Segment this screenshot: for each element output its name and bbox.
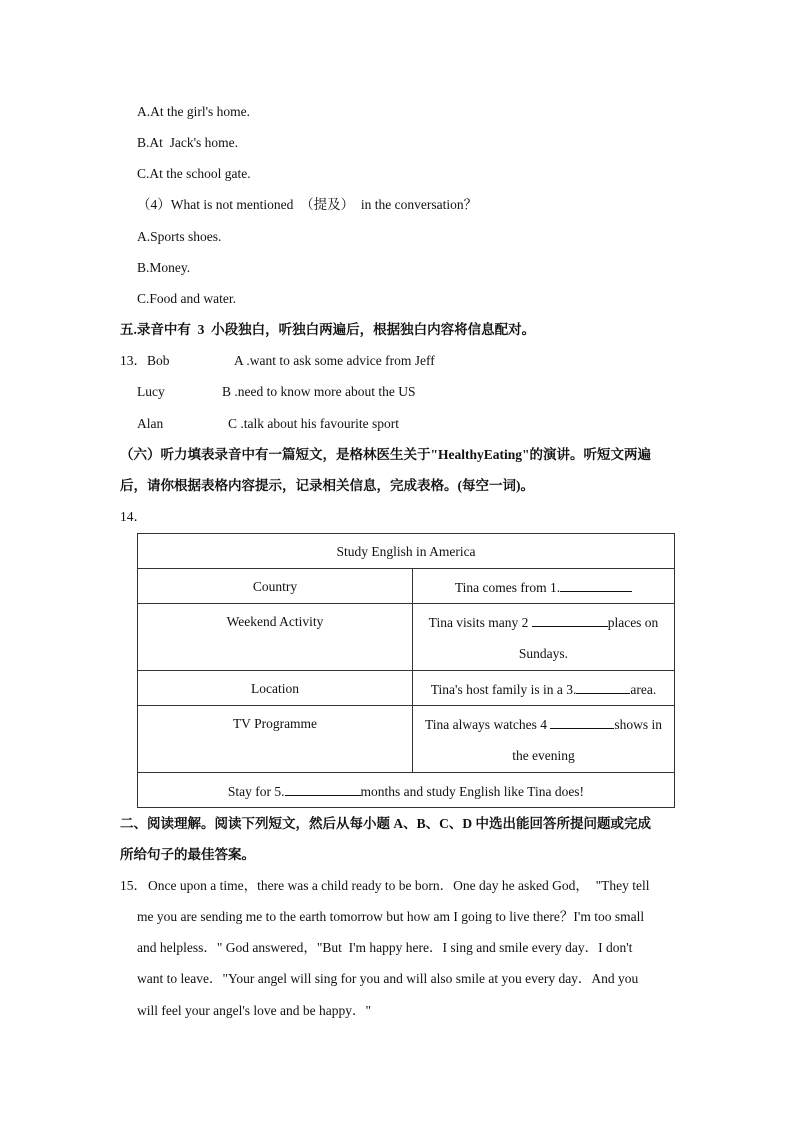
q13-number: 13． [120,353,147,368]
q15-line-2: me you are sending me to the earth tomorrow but how am I going to live there？I'm too small [137,909,645,924]
q15-number: 15． [120,878,147,893]
q12-4-option-a: A.Sports shoes. [137,229,222,244]
match-name-alan: Alan [137,416,164,431]
q12-3-option-c: C.At the school gate. [137,166,251,181]
table-footer-before: Stay for 5. [227,784,285,799]
q12-4-option-c: C.Food and water. [137,291,236,306]
table-value-location-after: area. [630,682,657,697]
table-value-tv-line2: the evening [512,748,575,763]
match-name-bob: Bob [147,353,170,368]
q12-4-stem: （4）What is not mentioned （提及） in the conversation？ [137,197,478,212]
section6-line2: 后，请你根据表格内容提示，记录相关信息，完成表格。(每空一词)。 [120,478,534,493]
table-title: Study English in America [138,534,675,569]
table-label-weekend: Weekend Activity [138,604,413,671]
table-value-country [413,569,675,604]
match-option-c: C .talk about his favourite sport [228,416,399,431]
section5-heading: 五.录音中有 3 小段独白，听独白两遍后，根据独白内容将信息配对。 [120,322,536,337]
table-value-weekend-after: places on [607,615,659,630]
section2-line2: 所给句子的最佳答案。 [120,847,255,862]
match-option-a: A .want to ask some advice from Jeff [234,353,435,368]
table-value-tv-after: shows in [614,717,663,732]
table-value-location [413,671,675,706]
section2-line1: 二、阅读理解。阅读下列短文，然后从每小题 A、B、C、D 中选出能回答所提问题或完成 [120,816,652,831]
table-value-weekend-line2: Sundays. [518,646,569,661]
table-footer-after: months and study English like Tina does! [360,784,585,799]
table-label-country: Country [138,569,413,604]
table-value-tv [413,706,675,773]
table-footer [138,773,675,808]
table-value-location-before: Tina's host family is in a 3. [430,682,577,697]
table-value-country-text: Tina comes from 1. [454,580,561,595]
q15-line-4: want to leave．"Your angel will sing for you and will also smile at you every day．And you [137,971,639,986]
blank-1[interactable] [560,579,632,592]
match-option-b: B .need to know more about the US [222,384,416,399]
table-label-location: Location [138,671,413,706]
blank-5[interactable] [285,783,361,796]
table-label-tv: TV Programme [138,706,413,773]
table-value-weekend [413,604,675,671]
q12-3-option-a: A.At the girl's home. [137,104,251,119]
q15-line-1: Once upon a time，there was a child ready to be born．One day he asked God， "They tell [148,878,650,893]
section6-line1: （六）听力填表录音中有一篇短文，是格林医生关于"HealthyEating"的演讲。听短文两遍 [120,447,651,462]
match-name-lucy: Lucy [137,384,165,399]
q12-4-option-b: B.Money. [137,260,191,275]
blank-2[interactable] [532,614,608,627]
q15-line-5: will feel your angel's love and be happy．" [137,1003,372,1018]
study-english-table [137,533,675,808]
q14-number: 14． [120,509,147,524]
table-value-weekend-before: Tina visits many 2 [428,615,532,630]
blank-4[interactable] [550,716,614,729]
blank-3[interactable] [576,681,630,694]
q12-3-option-b: B.At Jack's home. [137,135,239,150]
q15-line-3: and helpless．" God answered，"But I'm happy here．I sing and smile every day．I don't [137,940,633,955]
table-value-tv-before: Tina always watches 4 [424,717,551,732]
